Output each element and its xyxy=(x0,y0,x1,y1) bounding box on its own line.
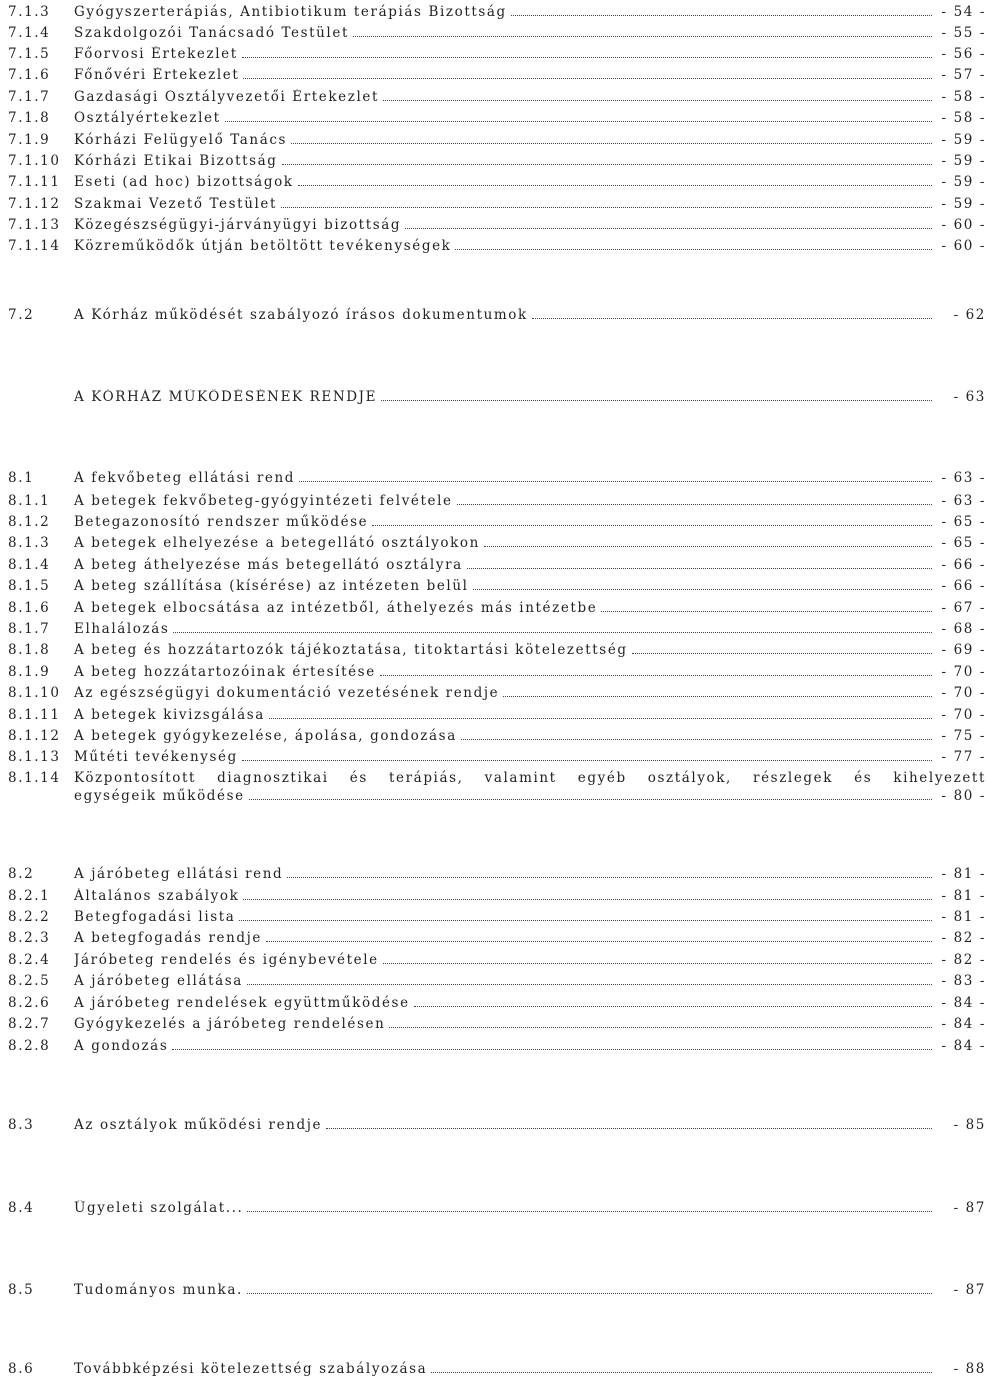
entry-number: 8.1.9 xyxy=(8,664,51,680)
entry-title: A betegfogadás rendje xyxy=(74,930,263,946)
dot-leader xyxy=(242,760,932,761)
toc-entry xyxy=(8,681,986,701)
toc-entry xyxy=(8,1113,986,1133)
dot-leader xyxy=(291,143,932,144)
entry-page: - 70 - xyxy=(941,664,986,680)
toc-entry xyxy=(8,926,986,946)
dot-leader xyxy=(298,185,932,186)
entry-title: Közreműködők útján betöltött tevékenységek xyxy=(74,238,452,254)
entry-number: 8.1.11 xyxy=(8,707,61,723)
entry-page: - 81 - xyxy=(941,888,986,904)
toc-chapter-heading xyxy=(8,385,986,405)
entry-number: 8.1.13 xyxy=(8,749,61,765)
entry-page: - 59 - xyxy=(941,174,986,190)
entry-page: - 56 - xyxy=(941,46,986,62)
entry-title: Szakdolgozói Tanácsadó Testület xyxy=(74,25,349,41)
entry-number: 7.1.5 xyxy=(8,46,51,62)
entry-page: - 77 - xyxy=(941,749,986,765)
entry-page: - 84 - xyxy=(941,1038,986,1054)
entry-title: A betegek kivizsgálása xyxy=(74,707,265,723)
entry-page: - 87 xyxy=(953,1200,986,1216)
toc-entry-wrapped xyxy=(8,770,986,808)
entry-page: - 59 - xyxy=(941,196,986,212)
entry-number: 7.2 xyxy=(8,307,35,323)
entry-page: - 58 - xyxy=(941,89,986,105)
entry-title: Továbbképzési kötelezettség szabályozása xyxy=(74,1361,428,1377)
toc-entry xyxy=(8,862,986,882)
entry-number: 8.1.5 xyxy=(8,578,51,594)
dot-leader xyxy=(225,121,932,122)
dot-leader xyxy=(249,799,932,800)
entry-title: Tudományos munka. xyxy=(74,1282,243,1298)
entry-title: Általános szabályok xyxy=(74,888,240,904)
entry-page: - 82 - xyxy=(941,930,986,946)
toc-entry xyxy=(8,884,986,904)
entry-page: - 60 - xyxy=(941,217,986,233)
dot-leader xyxy=(467,568,932,569)
dot-leader xyxy=(269,718,932,719)
entry-number: 8.1.7 xyxy=(8,621,51,637)
entry-title: Kórházi Etikai Bizottság xyxy=(74,153,278,169)
toc-entry xyxy=(8,234,986,254)
dot-leader xyxy=(380,675,932,676)
dot-leader xyxy=(632,653,932,654)
dot-leader xyxy=(243,78,932,79)
entry-number: 8.4 xyxy=(8,1200,35,1216)
entry-number: 7.1.13 xyxy=(8,217,61,233)
toc-entry xyxy=(8,1034,986,1054)
entry-number: 7.1.3 xyxy=(8,4,51,20)
dot-leader xyxy=(484,546,932,547)
entry-title: A járóbeteg ellátási rend xyxy=(74,866,284,882)
toc-entry xyxy=(8,192,986,212)
entry-number: 8.1.4 xyxy=(8,557,51,573)
entry-page: - 65 - xyxy=(941,535,986,551)
dot-leader xyxy=(455,249,932,250)
toc-entry xyxy=(8,489,986,509)
entry-page: - 58 - xyxy=(941,110,986,126)
entry-number: 8.1 xyxy=(8,470,35,486)
dot-leader xyxy=(242,57,932,58)
toc-entry xyxy=(8,660,986,680)
dot-leader xyxy=(281,207,932,208)
toc-entry xyxy=(8,531,986,551)
toc-entry xyxy=(8,991,986,1011)
entry-page: - 80 - xyxy=(941,788,986,804)
entry-page: - 88 xyxy=(953,1361,986,1377)
entry-number: 7.1.4 xyxy=(8,25,51,41)
entry-number: 8.2.7 xyxy=(8,1016,51,1032)
entry-page: - 59 - xyxy=(941,153,986,169)
entry-page: - 67 - xyxy=(941,600,986,616)
entry-page: - 70 - xyxy=(941,707,986,723)
entry-title: A beteg és hozzátartozók tájékoztatása, titoktartási kötelezettség xyxy=(74,642,628,658)
entry-title: A betegek fekvőbeteg-gyógyintézeti felvétele xyxy=(74,493,453,509)
toc-entry xyxy=(8,969,986,989)
entry-number: 7.1.12 xyxy=(8,196,61,212)
entry-number: 7.1.14 xyxy=(8,238,61,254)
entry-page: - 87 xyxy=(953,1282,986,1298)
toc-entry xyxy=(8,1278,986,1298)
entry-title: Kórházi Felügyelő Tanács xyxy=(74,132,288,148)
entry-title: Betegazonosító rendszer működése xyxy=(74,514,369,530)
entry-page: - 75 - xyxy=(941,728,986,744)
entry-number: 8.1.2 xyxy=(8,514,51,530)
entry-page: - 54 - xyxy=(941,4,986,20)
dot-leader xyxy=(431,1372,932,1373)
dot-leader xyxy=(287,877,932,878)
entry-page: - 57 - xyxy=(941,67,986,83)
entry-title: Szakmai Vezető Testület xyxy=(74,196,278,212)
entry-page: - 82 - xyxy=(941,952,986,968)
toc-entry xyxy=(8,170,986,190)
entry-title: Eseti (ad hoc) bizottságok xyxy=(74,174,294,190)
toc-entry xyxy=(8,905,986,925)
dot-leader xyxy=(326,1128,932,1129)
entry-number: 8.2.1 xyxy=(8,888,51,904)
dot-leader xyxy=(299,481,932,482)
entry-number: 8.1.12 xyxy=(8,728,61,744)
toc-entry xyxy=(8,510,986,530)
dot-leader xyxy=(381,400,932,401)
entry-number: 8.2.4 xyxy=(8,952,51,968)
toc-entry xyxy=(8,703,986,723)
entry-number: 8.1.10 xyxy=(8,685,61,701)
toc-entry xyxy=(8,21,986,41)
entry-title: Központosított diagnosztikai és terápiás, valamint egyéb osztályok, részlegek és kihelyezett xyxy=(74,770,986,786)
entry-title: Közegészségügyi-járványügyi bizottság xyxy=(74,217,402,233)
dot-leader xyxy=(243,899,932,900)
toc-entry xyxy=(8,466,986,486)
entry-title: A járóbeteg ellátása xyxy=(74,973,243,989)
dot-leader xyxy=(173,632,932,633)
entry-page: - 84 - xyxy=(941,1016,986,1032)
entry-title: A beteg hozzátartozóinak értesítése xyxy=(74,664,376,680)
entry-page: - 63 - xyxy=(941,470,986,486)
toc-entry xyxy=(8,128,986,148)
entry-number: 7.1.8 xyxy=(8,110,51,126)
entry-number: 8.2.2 xyxy=(8,909,51,925)
toc-entry xyxy=(8,42,986,62)
entry-title: A betegek elbocsátása az intézetből, áthelyezés más intézetbe xyxy=(74,600,598,616)
entry-title: Az osztályok működési rendje xyxy=(74,1117,323,1133)
entry-title: Műtéti tevékenység xyxy=(74,749,238,765)
entry-page: - 81 - xyxy=(941,909,986,925)
dot-leader xyxy=(511,15,932,16)
dot-leader xyxy=(266,941,932,942)
toc-entry xyxy=(8,724,986,744)
entry-number: 8.2.5 xyxy=(8,973,51,989)
toc-entry xyxy=(8,553,986,573)
entry-title: A betegek elhelyezése a betegellátó osztályokon xyxy=(74,535,480,551)
entry-page: - 70 - xyxy=(941,685,986,701)
toc-entry xyxy=(8,63,986,83)
dot-leader xyxy=(383,100,932,101)
entry-number: 8.5 xyxy=(8,1282,35,1298)
entry-number: 8.2.3 xyxy=(8,930,51,946)
entry-title: Gazdasági Osztályvezetői Értekezlet xyxy=(74,89,380,105)
entry-title: Ügyeleti szolgálat... xyxy=(74,1200,244,1216)
entry-title: Főorvosi Értekezlet xyxy=(74,46,238,62)
entry-number: 8.2.6 xyxy=(8,995,51,1011)
dot-leader xyxy=(239,920,932,921)
dot-leader xyxy=(414,1006,932,1007)
dot-leader xyxy=(247,984,932,985)
toc-entry xyxy=(8,948,986,968)
toc-entry xyxy=(8,574,986,594)
entry-number: 7.1.6 xyxy=(8,67,51,83)
entry-title: A KÓRHÁZ MŰKÖDÉSÉNEK RENDJE xyxy=(74,389,378,405)
toc-entry xyxy=(8,638,986,658)
entry-number: 7.1.7 xyxy=(8,89,51,105)
dot-leader xyxy=(389,1027,932,1028)
entry-page: - 63 xyxy=(953,389,986,405)
entry-title: A beteg áthelyezése más betegellátó osztályra xyxy=(74,557,463,573)
entry-page: - 62 xyxy=(953,307,986,323)
entry-number: 8.1.1 xyxy=(8,493,51,509)
entry-page: - 66 - xyxy=(941,578,986,594)
entry-title: A járóbeteg rendelések együttműködése xyxy=(74,995,410,1011)
entry-page: - 83 - xyxy=(941,973,986,989)
entry-page: - 84 - xyxy=(941,995,986,1011)
entry-number: 8.1.8 xyxy=(8,642,51,658)
entry-title: A betegek gyógykezelése, ápolása, gondozása xyxy=(74,728,457,744)
entry-title: Elhalálozás xyxy=(74,621,170,637)
entry-number: 7.1.10 xyxy=(8,153,61,169)
toc-entry xyxy=(8,1012,986,1032)
entry-body xyxy=(74,770,986,804)
entry-page: - 60 - xyxy=(941,238,986,254)
entry-title: Osztályértekezlet xyxy=(74,110,221,126)
entry-number: 7.1.9 xyxy=(8,132,51,148)
toc-entry xyxy=(8,617,986,637)
entry-page: - 65 - xyxy=(941,514,986,530)
dot-leader xyxy=(503,696,932,697)
toc-entry xyxy=(8,596,986,616)
toc-entry xyxy=(8,106,986,126)
entry-title-continuation: egységeik működése xyxy=(74,788,245,804)
entry-title: A gondozás xyxy=(74,1038,169,1054)
dot-leader xyxy=(473,589,932,590)
entry-title-continuation-line xyxy=(74,788,986,804)
toc-entry xyxy=(8,745,986,765)
entry-page: - 81 - xyxy=(941,866,986,882)
entry-number: 8.3 xyxy=(8,1117,35,1133)
dot-leader xyxy=(405,228,932,229)
entry-number: 8.2.8 xyxy=(8,1038,51,1054)
entry-page: - 63 - xyxy=(941,493,986,509)
toc-entry xyxy=(8,0,986,20)
dot-leader xyxy=(457,504,932,505)
entry-page: - 66 - xyxy=(941,557,986,573)
dot-leader xyxy=(353,36,932,37)
dot-leader xyxy=(532,318,932,319)
entry-number: 8.2 xyxy=(8,866,35,882)
dot-leader xyxy=(383,963,932,964)
toc-entry xyxy=(8,85,986,105)
dot-leader xyxy=(461,739,932,740)
dot-leader xyxy=(247,1211,932,1212)
entry-title: Gyógykezelés a járóbeteg rendelésen xyxy=(74,1016,386,1032)
entry-page: - 59 - xyxy=(941,132,986,148)
entry-title: Betegfogadási lista xyxy=(74,909,236,925)
entry-title: Járóbeteg rendelés és igénybevétele xyxy=(74,952,379,968)
toc-entry xyxy=(8,1357,986,1377)
entry-page: - 68 - xyxy=(941,621,986,637)
entry-number: 8.1.3 xyxy=(8,535,51,551)
entry-title: A beteg szállítása (kísérése) az intézeten belül xyxy=(74,578,469,594)
entry-number: 8.6 xyxy=(8,1361,35,1377)
dot-leader xyxy=(372,525,932,526)
entry-title: Gyógyszerterápiás, Antibiotikum terápiás Bizottság xyxy=(74,4,507,20)
entry-number: 8.1.14 xyxy=(8,770,61,786)
entry-page: - 69 - xyxy=(941,642,986,658)
toc-entry xyxy=(8,149,986,169)
entry-page: - 85 xyxy=(953,1117,986,1133)
entry-title: A fekvőbeteg ellátási rend xyxy=(74,470,296,486)
toc-entry xyxy=(8,1196,986,1216)
toc-entry xyxy=(8,303,986,323)
toc-entry xyxy=(8,213,986,233)
entry-title: Az egészségügyi dokumentáció vezetésének rendje xyxy=(74,685,500,701)
dot-leader xyxy=(601,611,932,612)
dot-leader xyxy=(172,1049,932,1050)
entry-title: A Kórház működését szabályozó írásos dokumentumok xyxy=(74,307,528,323)
dot-leader xyxy=(282,164,932,165)
dot-leader xyxy=(247,1293,932,1294)
entry-number: 7.1.11 xyxy=(8,174,61,190)
entry-page: - 55 - xyxy=(941,25,986,41)
entry-title: Főnővéri Értekezlet xyxy=(74,67,240,83)
entry-number: 8.1.6 xyxy=(8,600,51,616)
